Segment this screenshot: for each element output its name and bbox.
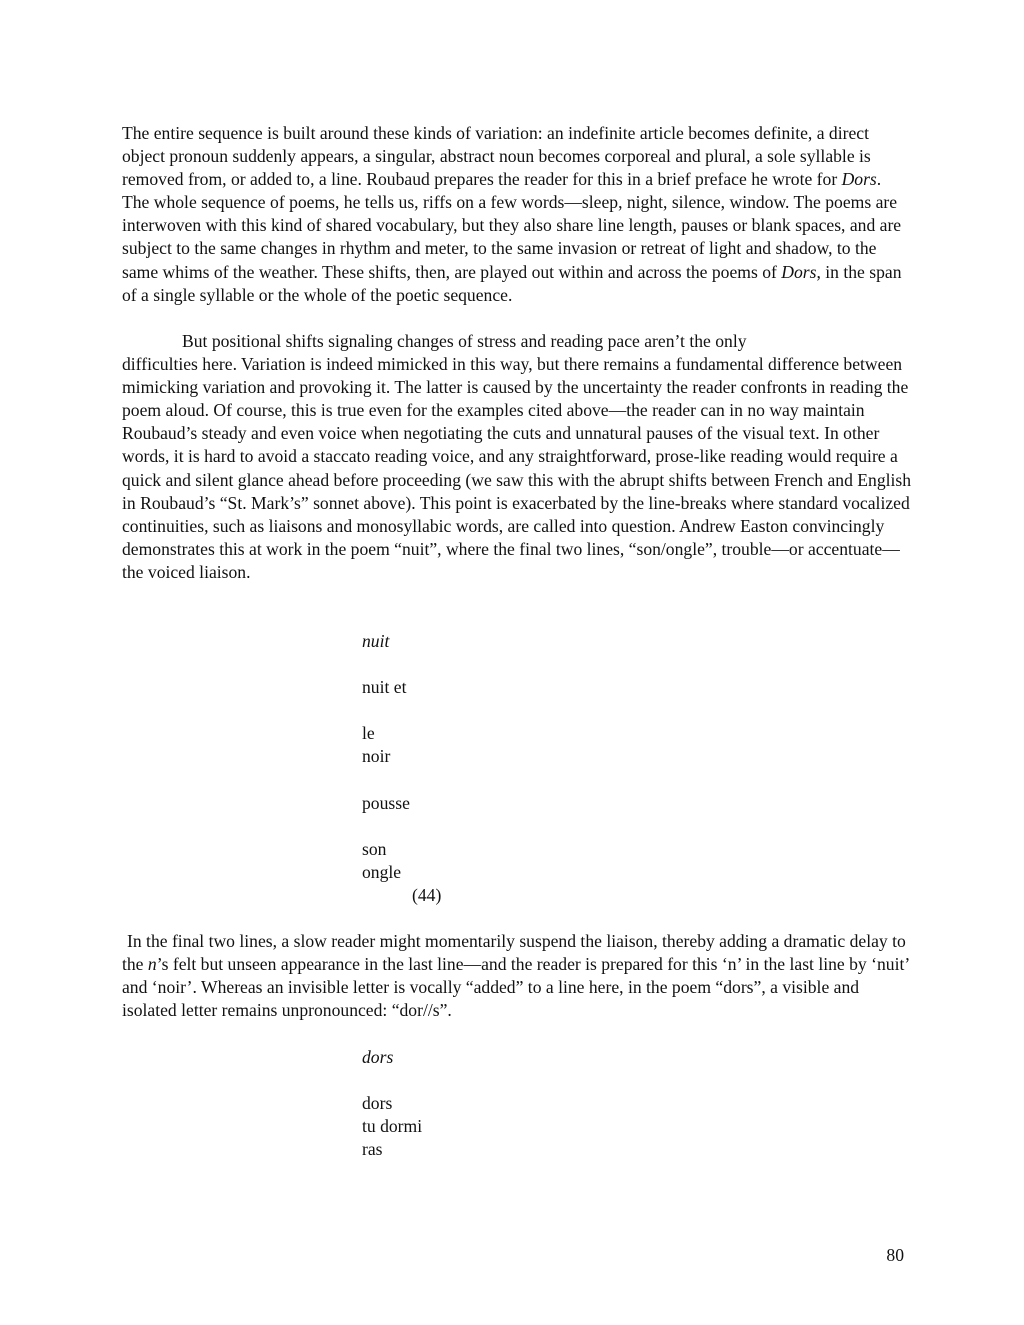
paragraph-1-italic-title-b: Dors	[781, 261, 817, 282]
paragraph-1-text-b: . The whole sequence of poems, he tells us, riffs on a few words—sleep, night, silence, window. The poems are interwoven with this kind of shared vocabulary, but they also share line length, pauses or blank spaces, and are subject to the same changes in rhythm and meter, to the same invasion or retreat of light and shadow, to the same whims of the weather. These shifts, then, are played out within and across the poems of	[122, 169, 902, 282]
poem-nuit-spacer	[362, 769, 441, 792]
paragraph-3-italic-letter: n	[147, 954, 157, 975]
poem-dors-line: tu dormi	[362, 1116, 423, 1137]
poem-nuit-spacer	[362, 699, 441, 722]
paragraph-1	[122, 122, 912, 307]
poem-nuit-line: noir	[362, 746, 391, 767]
poem-nuit-title: nuit	[362, 631, 390, 651]
poem-dors	[362, 1046, 422, 1161]
poem-dors-title: dors	[362, 1047, 394, 1067]
poem-nuit-line: le	[362, 723, 375, 744]
poem-dors-line: ras	[362, 1139, 383, 1160]
poem-nuit-line: ongle	[362, 861, 402, 882]
poem-nuit-line: son	[362, 838, 387, 859]
paragraph-1-text-a: The entire sequence is built around these kinds of variation: an indefinite article becomes definite, a direct object pronoun suddenly appears, a singular, abstract noun becomes corporeal and plural, a sole syllable is removed from, or added to, a line. Roubaud prepares the reader for this in a brief preface he wrote for	[122, 123, 871, 190]
paragraph-3	[122, 930, 912, 1022]
poem-nuit-line: pousse	[362, 792, 410, 813]
paragraph-2-first-line: But positional shifts signaling changes of stress and reading pace aren’t the only	[182, 331, 747, 351]
paragraph-3-text-a: In the final two lines, a slow reader might momentarily suspend the liaison, thereby adding a dramatic delay to the	[122, 931, 906, 975]
poem-nuit	[362, 630, 441, 907]
poem-nuit-line: nuit et	[362, 677, 407, 698]
paragraph-1-text-c: , in the span of a single syllable or the whole of the poetic sequence.	[122, 261, 902, 305]
page-number: 80	[886, 1245, 904, 1265]
poem-dors-spacer	[362, 1069, 422, 1092]
poem-dors-line: dors	[362, 1093, 393, 1114]
poem-nuit-citation: (44)	[412, 885, 442, 906]
paragraph-2	[122, 330, 912, 584]
paragraph-1-italic-title-a: Dors	[841, 169, 877, 190]
paragraph-3-text-b: ’s felt but unseen appearance in the last line—and the reader is prepared for this ‘n’ in the last line by ‘nuit’ and ‘noir’. Whereas an invisible letter is vocally “added” to a line here, in the poem “dors”, a visible and isolated letter remains unpronounced: “dor//s”.	[122, 954, 909, 1021]
paragraph-2-text: difficulties here. Variation is indeed mimicked in this way, but there remains a fundamental difference between mimicking variation and provoking it. The latter is caused by the uncertainty the reader confronts in reading the poem aloud. Of course, this is true even for the examples cited above—the reader can in no way maintain Roubaud’s steady and even voice when negotiating the cuts and unnatural pauses of the visual text. In other words, it is hard to avoid a staccato reading voice, and any straightforward, prose-like reading would require a quick and silent glance ahead before proceeding (we saw this with the abrupt shifts between French and English in Roubaud’s “St. Mark’s” sonnet above). This point is exacerbated by the line-breaks where standard vocalized continuities, such as liaisons and monosyllabic words, are called into question. Andrew Easton convincingly demonstrates this at work in the poem “nuit”, where the final two lines, “son/ongle”, trouble—or accentuate—the voiced liaison.	[122, 354, 912, 582]
poem-nuit-spacer	[362, 815, 441, 838]
poem-nuit-spacer	[362, 653, 441, 676]
